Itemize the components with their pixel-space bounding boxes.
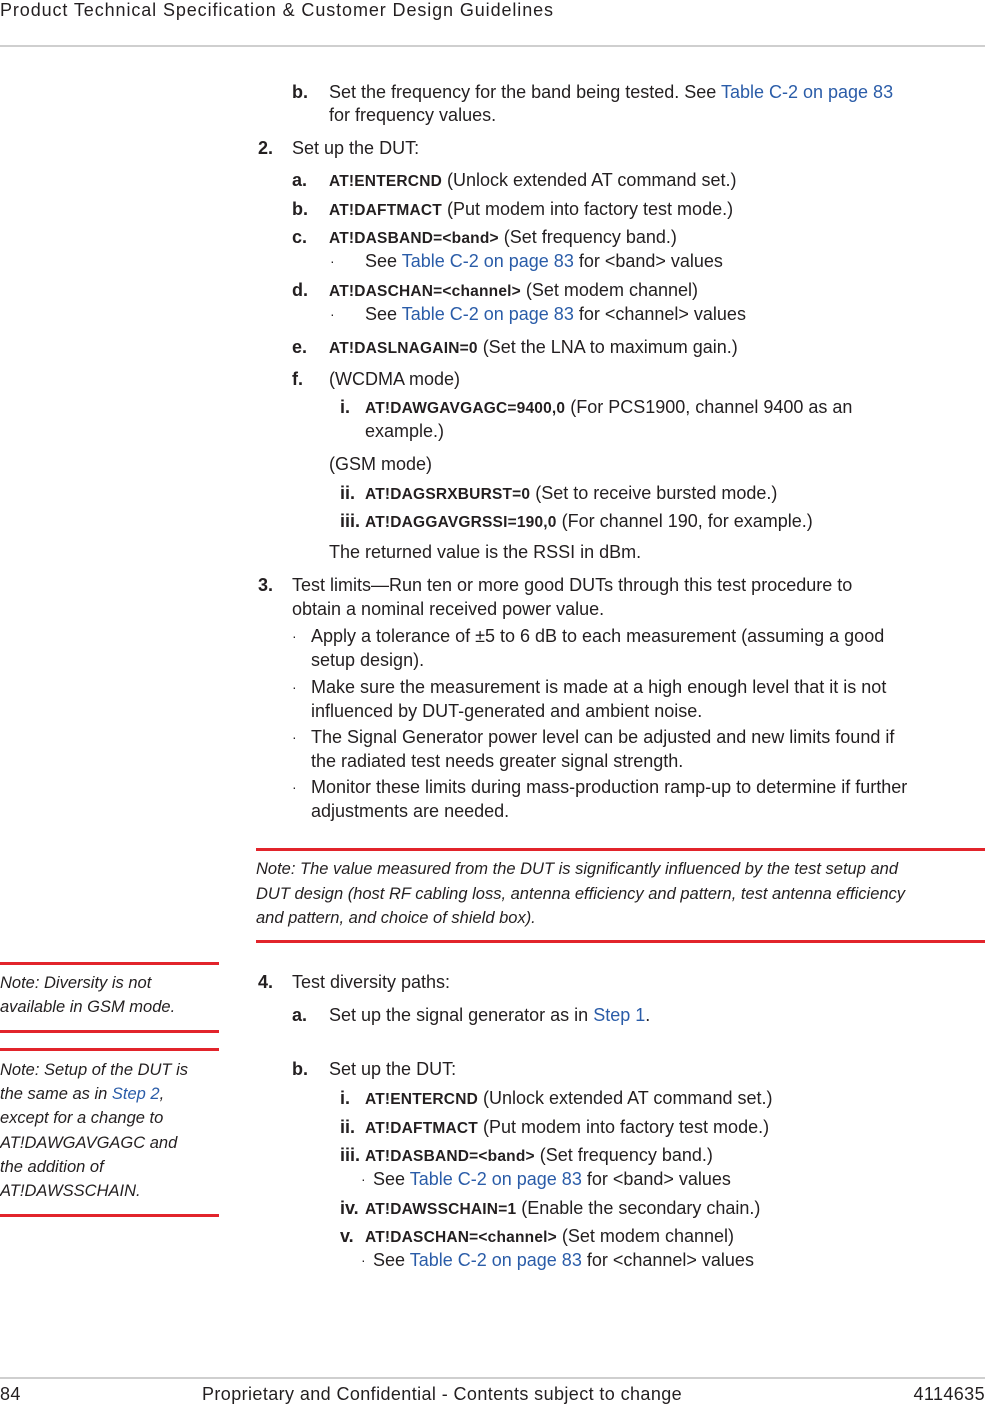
step-2b-number: b. [292, 199, 308, 219]
step-2c-bullet [365, 250, 723, 272]
step-4b-text: Set up the DUT: [329, 1059, 457, 1079]
step-4b-v-number: v. [340, 1226, 354, 1246]
step-2-link[interactable]: Step 2 [111, 1085, 160, 1103]
command-dawsschain: AT!DAWSSCHAIN=1 [365, 1201, 517, 1218]
step-2f-i-line2: example.) [365, 421, 445, 441]
step-2-text: Set up the DUT: [292, 138, 420, 158]
command-dawgavgagc: AT!DAWGAVGAGC=9400,0 [365, 400, 566, 417]
side-note2-line6: AT!DAWSSCHAIN. [0, 1182, 141, 1200]
bullet-icon: · [292, 779, 297, 795]
side-note-text: the same as in [0, 1085, 112, 1103]
command-daschan: AT!DASCHAN=<channel> [329, 283, 521, 300]
step-2f-iii-line [365, 510, 813, 534]
bullet-text: for <channel> values [573, 304, 746, 324]
table-c2-link[interactable]: Table C-2 on page 83 [409, 1169, 582, 1189]
rssi-note: The returned value is the RSSI in dBm. [329, 542, 642, 562]
step-2-number: 2. [258, 138, 274, 158]
step-4-text: Test diversity paths: [292, 972, 451, 992]
step-2f-iii-number: iii. [340, 511, 361, 531]
command-dasband: AT!DASBAND=<band> [329, 230, 499, 247]
bullet-icon: · [292, 628, 297, 644]
side-note2-rule-top [0, 1048, 219, 1051]
gsm-mode-label: (GSM mode) [329, 454, 433, 474]
step-3-bullet1-line2: setup design). [311, 650, 425, 670]
step-2f-i-number: i. [340, 397, 351, 417]
table-c2-link[interactable]: Table C-2 on page 83 [401, 251, 574, 271]
step-1b-text: Set the frequency for the band being tested. See [329, 82, 721, 102]
side-note2-line2 [0, 1082, 164, 1106]
step-4b-iii-line [365, 1144, 713, 1168]
command-desc: (Set the LNA to maximum gain.) [477, 337, 738, 357]
step-4a-line [329, 1004, 650, 1026]
step-3-bullet4-line2: adjustments are needed. [311, 801, 510, 821]
bullet-text: See [373, 1169, 410, 1189]
side-note2-rule-bottom [0, 1214, 219, 1217]
step-3-bullet4-line1: Monitor these limits during mass-production ramp-up to determine if further [311, 777, 908, 797]
bullet-text: See [365, 251, 402, 271]
bullet-text: See [373, 1250, 410, 1270]
header-rule [0, 45, 985, 47]
side-note2-line3: except for a change to [0, 1109, 164, 1127]
bullet-icon: · [330, 306, 335, 322]
command-desc: (Put modem into factory test mode.) [477, 1117, 770, 1137]
command-daftmact: AT!DAFTMACT [329, 202, 442, 219]
step-2f-number: f. [292, 369, 303, 389]
step-2f-ii-number: ii. [340, 483, 356, 503]
step-4b-ii-number: ii. [340, 1117, 356, 1137]
bullet-text: for <channel> values [581, 1250, 754, 1270]
document-number: 4114635 [913, 1384, 985, 1404]
step-2a-number: a. [292, 170, 308, 190]
step-2f-i-line [365, 396, 852, 420]
step-4a-text: Set up the signal generator as in [329, 1005, 594, 1025]
bullet-icon: · [361, 1252, 366, 1268]
step-3-number: 3. [258, 575, 274, 595]
step-3-line2: obtain a nominal received power value. [292, 599, 605, 619]
command-desc: (Put modem into factory test mode.) [441, 199, 734, 219]
footer-rule [0, 1377, 985, 1379]
step-4b-i-number: i. [340, 1088, 351, 1108]
command-desc: (Unlock extended AT command set.) [478, 1088, 773, 1108]
step-3-bullet3-line2: the radiated test needs greater signal strength. [311, 751, 684, 771]
bullet-icon: · [292, 679, 297, 695]
table-c2-link[interactable]: Table C-2 on page 83 [720, 82, 894, 102]
step-2c-line [329, 226, 677, 250]
command-desc: (For PCS1900, channel 9400 as an [565, 397, 853, 417]
step-3-line1: Test limits—Run ten or more good DUTs through this test procedure to [292, 575, 853, 595]
note-rule-top [256, 848, 985, 851]
step-1b-line1 [329, 81, 893, 103]
page-header-title: Product Technical Specification & Customer Design Guidelines [0, 0, 554, 20]
step-4b-ii-line [365, 1116, 769, 1140]
command-desc: (Set to receive bursted mode.) [530, 483, 778, 503]
bullet-text: for <band> values [581, 1169, 731, 1189]
command-daschan: AT!DASCHAN=<channel> [365, 1229, 557, 1246]
step-1-link[interactable]: Step 1 [593, 1005, 646, 1025]
step-4a-number: a. [292, 1005, 308, 1025]
command-desc: (Unlock extended AT command set.) [442, 170, 737, 190]
step-2d-bullet [365, 303, 746, 325]
bullet-text: See [365, 304, 402, 324]
step-3-bullet2-line1: Make sure the measurement is made at a high enough level that it is not [311, 677, 887, 697]
side-note2-line4: AT!DAWGAVGAGC and [0, 1134, 178, 1152]
step-3-bullet3-line1: The Signal Generator power level can be adjusted and new limits found if [311, 727, 895, 747]
page-number: 84 [0, 1384, 21, 1404]
step-2d-number: d. [292, 280, 308, 300]
step-1b-number: b. [292, 82, 308, 102]
command-daslnagain: AT!DASLNAGAIN=0 [329, 340, 478, 357]
step-4b-i-line [365, 1087, 772, 1111]
table-c2-link[interactable]: Table C-2 on page 83 [401, 304, 574, 324]
footer-confidential: Proprietary and Confidential - Contents subject to change [202, 1384, 683, 1404]
step-4b-v-bullet [373, 1249, 754, 1271]
command-desc: (Set modem channel) [556, 1226, 734, 1246]
command-dagsrxburst: AT!DAGSRXBURST=0 [365, 486, 531, 503]
step-4a-text: . [645, 1005, 651, 1025]
step-2a-line [329, 169, 736, 193]
command-desc: (Set frequency band.) [534, 1145, 713, 1165]
command-entercnd: AT!ENTERCND [329, 173, 442, 190]
step-2e-line [329, 336, 738, 360]
side-note2-line5: the addition of [0, 1158, 104, 1176]
step-1b-line2: for frequency values. [329, 105, 497, 125]
side-note1-line2: available in GSM mode. [0, 998, 176, 1016]
table-c2-link[interactable]: Table C-2 on page 83 [409, 1250, 582, 1270]
bullet-icon: · [292, 729, 297, 745]
bullet-text: for <band> values [573, 251, 723, 271]
command-desc: (Set modem channel) [520, 280, 698, 300]
note-rule-bottom [256, 940, 985, 943]
step-4-number: 4. [258, 972, 274, 992]
command-daftmact: AT!DAFTMACT [365, 1120, 478, 1137]
note-line1: Note: The value measured from the DUT is significantly influenced by the test setup and [256, 860, 898, 878]
command-entercnd: AT!ENTERCND [365, 1091, 478, 1108]
step-4b-v-line [365, 1225, 734, 1249]
step-2e-number: e. [292, 337, 308, 357]
side-note2-line1: Note: Setup of the DUT is [0, 1061, 189, 1079]
step-3-bullet2-line2: influenced by DUT-generated and ambient noise. [311, 701, 703, 721]
side-note-text: , [159, 1085, 165, 1103]
step-4b-iv-number: iv. [340, 1198, 359, 1218]
note-line3: and pattern, and choice of shield box). [256, 909, 536, 927]
bullet-icon: · [361, 1171, 366, 1187]
step-4b-iv-line [365, 1197, 760, 1221]
step-3-bullet1-line1: Apply a tolerance of ±5 to 6 dB to each measurement (assuming a good [311, 626, 885, 646]
command-desc: (Set frequency band.) [498, 227, 677, 247]
command-desc: (Enable the secondary chain.) [516, 1198, 761, 1218]
step-4b-number: b. [292, 1059, 308, 1079]
side-note1-rule-top [0, 962, 219, 965]
step-2c-number: c. [292, 227, 308, 247]
command-daggavgrssi: AT!DAGGAVGRSSI=190,0 [365, 514, 557, 531]
note-line2: DUT design (host RF cabling loss, antenna efficiency and pattern, test antenna efficiency [256, 885, 906, 903]
step-2d-line [329, 279, 698, 303]
step-2b-line [329, 198, 733, 222]
command-desc: (For channel 190, for example.) [556, 511, 813, 531]
step-4b-iii-number: iii. [340, 1145, 361, 1165]
step-2f-ii-line [365, 482, 777, 506]
command-dasband: AT!DASBAND=<band> [365, 1148, 535, 1165]
side-note1-line1: Note: Diversity is not [0, 974, 152, 992]
side-note1-rule-bottom [0, 1030, 219, 1033]
bullet-icon: · [330, 253, 335, 269]
step-4b-iii-bullet [373, 1168, 731, 1190]
wcdma-mode-label: (WCDMA mode) [329, 369, 461, 389]
